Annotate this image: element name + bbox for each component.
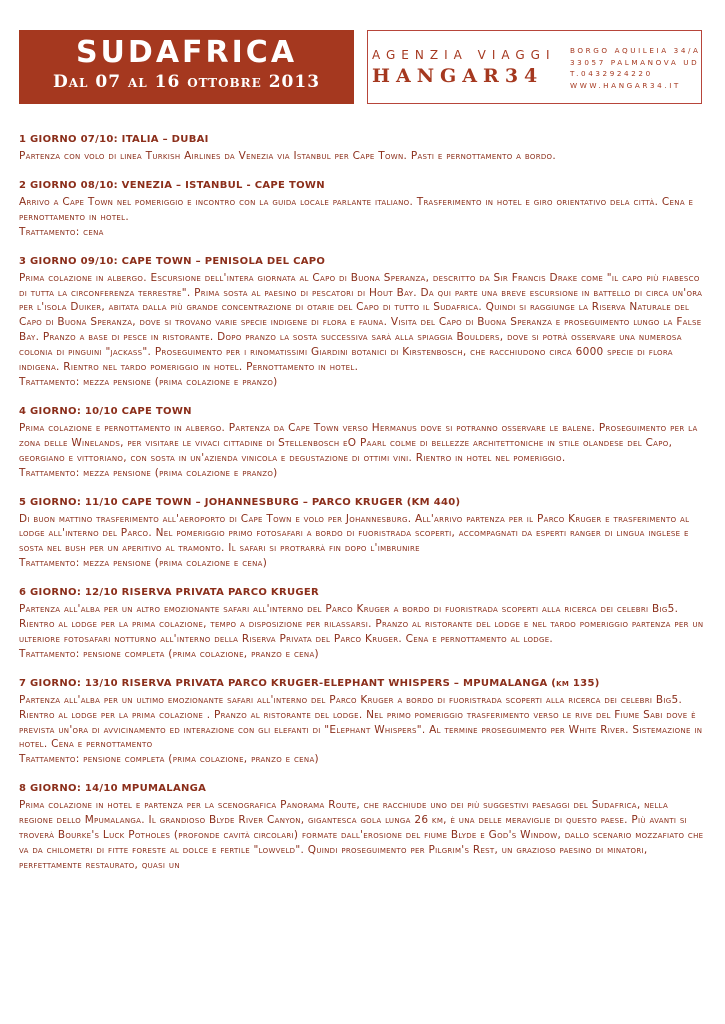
day-treatment: Trattamento: pensione completa (prima colazione, pranzo e cena) — [19, 753, 319, 766]
itinerary-day — [19, 178, 705, 240]
day-description: Prima colazione e pernottamento in albergo. Partenza da Cape Town verso Hermanus dove si potranno osservare le balene. Proseguimento per la zona delle Winelands, per visitare le vivaci cittadine di Stellenbosch eO Paarl colme di bellezze architettoniche in stile olandese del Capo, georgiano e vittoriano, con sosta in un'azienda vinicola e degustazione di ottimi vini. Rientro in hotel nel pomeriggio. — [19, 421, 698, 464]
itinerary-day — [19, 676, 705, 768]
page-subtitle: Dal 07 al 16 ottobre 2013 — [52, 72, 321, 92]
day-treatment: Trattamento: mezza pensione (prima colazione e pranzo) — [19, 466, 278, 479]
itinerary-day — [19, 585, 705, 662]
agency-line2: HANGAR34 — [372, 65, 544, 87]
day-description: Di buon mattino trasferimento all'aeroporto di Cape Town e volo per Johannesburg. All'arrivo partenza per il Parco Kruger e trasferimento al lodge all'interno del Parco. Nel pomeriggio primo fotosafari a bordo di fuoristrada scoperti, accompagnati da esperti ranger di lingua inglese e sosta nel bush per un aperitivo al tramonto. Il safari si protrarrà fin dopo l'imbrunire — [19, 512, 690, 555]
phone-line: T.0432924220 — [570, 69, 653, 79]
day-treatment: Trattamento: cena — [19, 225, 104, 238]
itinerary-day — [19, 495, 705, 572]
agency-box — [367, 30, 702, 104]
agency-name — [372, 46, 562, 88]
day-description: Partenza all'alba per un ultimo emozionante safari all'interno del Parco Kruger a bordo di fuoristrada scoperti alla ricerca dei celebri Big5. Rientro al lodge per la prima colazione . Pranzo al ristorante del lodge. Nel primo pomeriggio trasferimento verso le rive del Fiume Sabi dove è prevista un'ora di avvicinamento ed interazione con gli elefanti di "Elephant Whispers". Al termine proseguimento per White River. Sistemazione in hotel. Cena e pernottamento — [19, 693, 703, 751]
day-treatment: Trattamento: mezza pensione (prima colazione e cena) — [19, 557, 268, 570]
agency-line1: AGENZIA VIAGGI — [372, 48, 556, 62]
day-title: 1 GIORNO 07/10: ITALIA – DUBAI — [19, 134, 209, 145]
day-title: 5 GIORNO: 11/10 CAPE TOWN – JOHANNESBURG – PARCO KRUGER (KM 440) — [19, 496, 461, 508]
day-title: 8 GIORNO: 14/10 MPUMALANGA — [19, 783, 207, 795]
day-description: Arrivo a Cape Town nel pomeriggio e incontro con la guida locale parlante italiano. Trasferimento in hotel e giro orientativo dela città. Cena e pernottamento in hotel. — [19, 195, 694, 223]
day-title: 6 GIORNO: 12/10 RISERVA PRIVATA PARCO KRUGER — [19, 587, 320, 599]
website-line: WWW.HANGAR34.IT — [570, 80, 681, 90]
day-title: 7 GIORNO: 13/10 RISERVA PRIVATA PARCO KRUGER-ELEPHANT WHISPERS – MPUMALANGA (km 135) — [19, 677, 600, 689]
itinerary — [19, 132, 705, 887]
itinerary-day — [19, 132, 705, 164]
day-description: Partenza con volo di linea Turkish Airlines da Venezia via Istanbul per Cape Town. Pasti e pernottamento a bordo. — [19, 150, 556, 162]
day-description: Prima colazione in albergo. Escursione dell'intera giornata al Capo di Buona Speranza, descritto da Sir Francis Drake come "il capo più fiabesco di tutta la circonferenza terrestre". Prima sosta al paesino di pescatori di Hout Bay. Da qui parte una breve escursione in battello di circa un'ora per l'isola Duiker, abitata dalla più grande concentrazione di otarie del Capo di tutto il Sudafrica. Quindi si raggiunge la Riserva Naturale del Capo di Buona Speranza, dove si trovano varie specie indigene di flora e fauna. Visita del Capo di Buona Speranza e proseguimento lungo la False Bay. Pranzo a base di pesce in ristorante. Dopo pranzo la sosta successiva sarà alla spiaggia Boulders, dove si potrà osservare una numerosa colonia di pinguini "jackass". Proseguimento per i rinomatissimi Giardini botanici di Kirstenbosch, che racchiudono circa 6000 specie di flora indigena. Rientro nel tardo pomeriggio in hotel. Pernottamento in hotel. — [19, 271, 703, 374]
itinerary-day — [19, 404, 705, 481]
itinerary-day — [19, 254, 705, 390]
day-title: 2 GIORNO 08/10: VENEZIA – ISTANBUL - CAPE TOWN — [19, 179, 325, 191]
itinerary-day — [19, 781, 705, 873]
day-title: 3 GIORNO 09/10: CAPE TOWN – PENISOLA DEL CAPO — [19, 255, 326, 267]
title-banner — [19, 30, 354, 104]
address-line: BORGO AQUILEIA 34/A — [570, 46, 701, 55]
page-title: SUDAFRICA — [75, 35, 298, 70]
day-description: Prima colazione in hotel e partenza per la scenografica Panorama Route, che racchiude uno dei più suggestivi paesaggi del Sudafrica, nella regione dello Mpumalanga. Il grandioso Blyde River Canyon, gigantesca gola lunga 26 km, è una delle meraviglie di questo paese. Più avanti si troverà Bourke's Luck Potholes (profonde cavità circolari) formate dall'erosione del fiume Blyde e God's Window, dallo scenario mozzafiato che va da chilometri di fitte foreste al dolce e fertile "lowveld". Quindi proseguimento per Pilgrim's Rest, un grazioso paesino di minatori, perfettamente restaurato, quasi un — [19, 799, 704, 871]
address-line: 33057 PALMANOVA UD — [570, 57, 700, 67]
day-treatment: Trattamento: mezza pensione (prima colazione e pranzo) — [19, 375, 278, 388]
agency-address — [570, 45, 701, 91]
day-treatment: Trattamento: pensione completa (prima colazione, pranzo e cena) — [19, 647, 319, 660]
day-title: 4 GIORNO: 10/10 CAPE TOWN — [19, 405, 192, 417]
day-description: Partenza all'alba per un altro emozionante safari all'interno del Parco Kruger a bordo di fuoristrada scoperti alla ricerca dei celebri Big5. Rientro al lodge per la prima colazione, tempo a disposizione per rilassarsi. Pranzo al ristorante del lodge e nel tardo pomeriggio partenza per un ulteriore fotosafari notturno all'interno della Riserva Privata del Parco Kruger. Cena e pernottamento al lodge. — [19, 603, 704, 645]
